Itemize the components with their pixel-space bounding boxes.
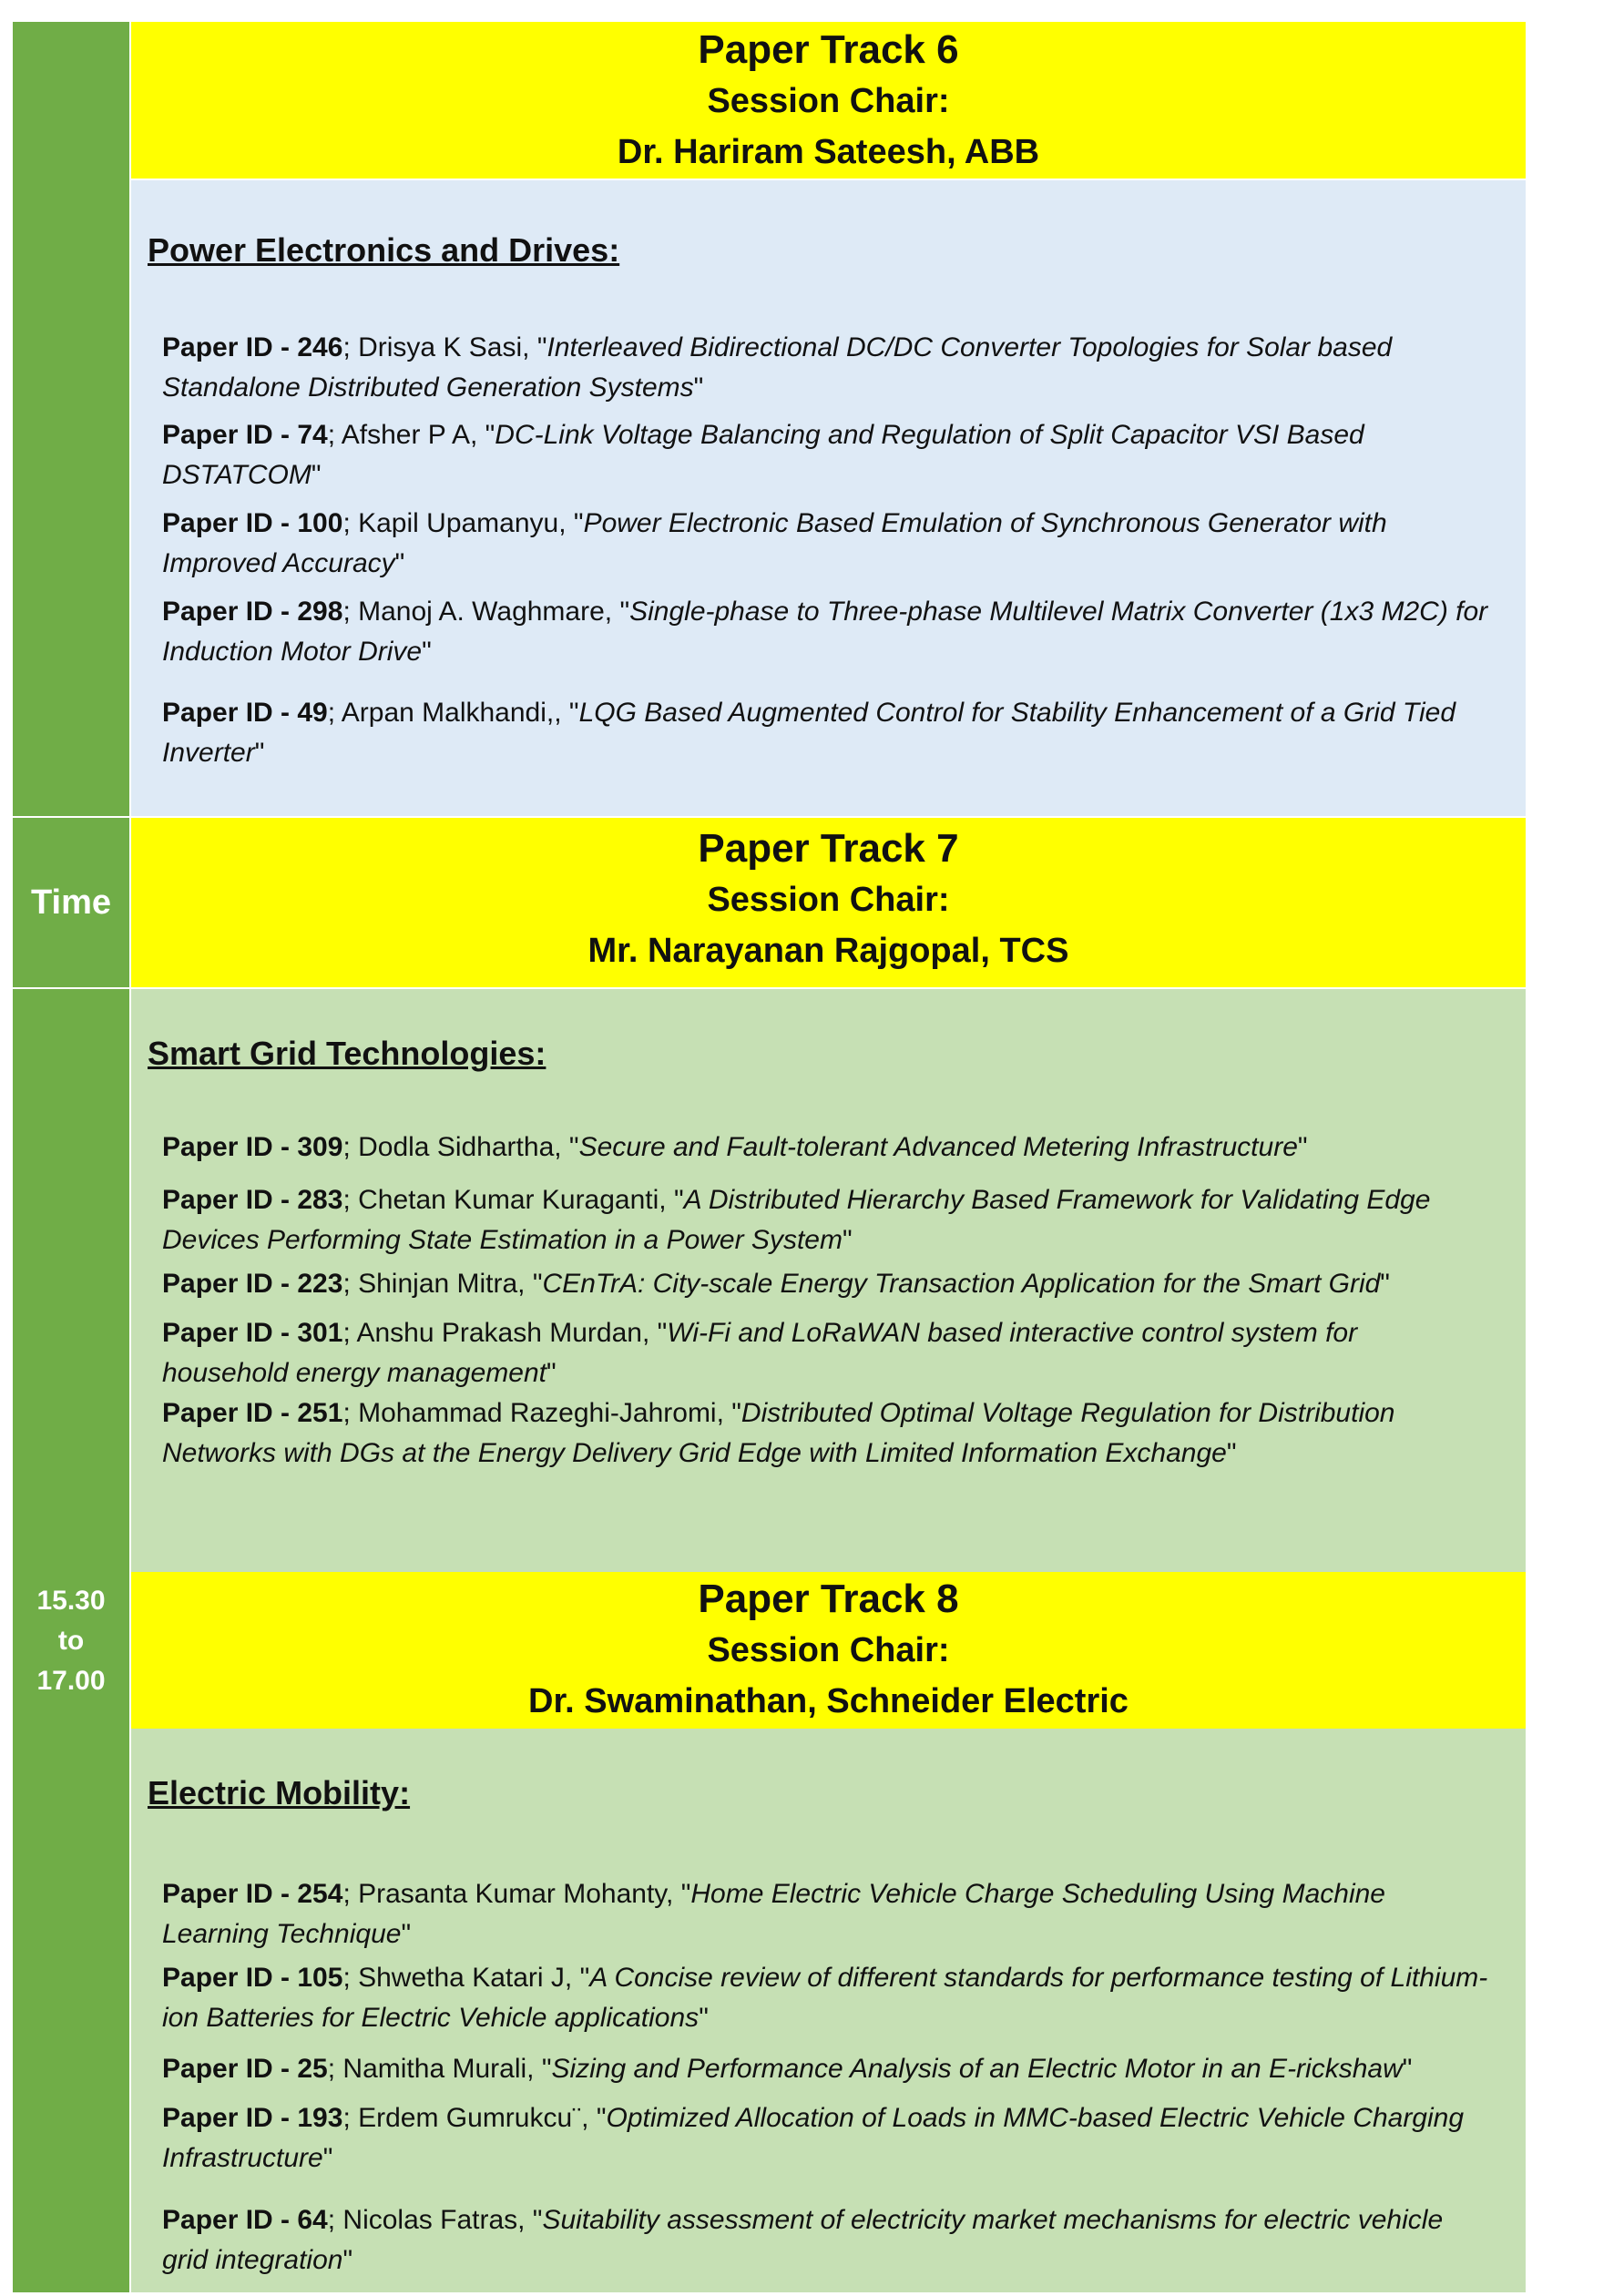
track-7-header (131, 818, 1526, 987)
paper-text: " (699, 2003, 709, 2033)
track-7-body (131, 989, 1526, 1572)
section-heading: Power Electronics and Drives: (148, 231, 620, 269)
time-start: 15.30 (36, 1585, 106, 1616)
paper-entry (162, 1393, 1489, 1474)
session-chair-label: Session Chair: (707, 1631, 950, 1669)
paper-title: A Distributed Hierarchy Based Framework for Validating Edge Devices Performing State Estimation in a Power System (162, 1185, 1431, 1255)
time-label: Time (30, 883, 111, 922)
paper-text: ; Anshu Prakash Murdan, " (342, 1318, 668, 1348)
paper-text: ; Dodla Sidhartha, " (342, 1132, 579, 1162)
paper-title: CEnTrA: City-scale Energy Transaction Application for the Smart Grid (542, 1269, 1381, 1299)
paper-entry (162, 1264, 1489, 1304)
section-heading: Smart Grid Technologies: (148, 1035, 546, 1072)
paper-title: Secure and Fault-tolerant Advanced Metering Infrastructure (578, 1132, 1298, 1162)
track-title: Paper Track 6 (698, 27, 959, 72)
paper-text: " (311, 460, 322, 490)
time-column-top (13, 22, 131, 816)
paper-text: ; Shinjan Mitra, " (342, 1269, 543, 1299)
track-8-body (131, 1729, 1526, 2292)
paper-text: ; Chetan Kumar Kuraganti, " (342, 1185, 684, 1215)
paper-entry (162, 1313, 1489, 1393)
paper-text: ; Erdem Gumrukcu¨, " (342, 2103, 607, 2133)
section-heading: Electric Mobility: (148, 1774, 411, 1811)
paper-id: Paper ID - 105 (162, 1963, 343, 1993)
track-8-header (131, 1572, 1526, 1729)
paper-id: Paper ID - 254 (162, 1879, 343, 1909)
track-title: Paper Track 7 (698, 826, 959, 871)
paper-text: " (1402, 2054, 1413, 2084)
paper-entry (162, 2049, 1489, 2089)
track-6-body (131, 180, 1526, 816)
paper-text: ; Nicolas Fatras, " (327, 2205, 543, 2235)
paper-text: " (1380, 1269, 1390, 1299)
paper-entry (162, 693, 1489, 773)
paper-entry (162, 328, 1489, 408)
paper-text: " (1297, 1132, 1308, 1162)
session-chair-name: Mr. Narayanan Rajgopal, TCS (587, 932, 1069, 970)
paper-text: " (1226, 1438, 1237, 1468)
paper-text: " (342, 2245, 353, 2275)
paper-title: Interleaved Bidirectional DC/DC Converter Topologies for Solar based Standalone Distributed Generation Systems (162, 332, 1393, 403)
paper-title: Power Electronic Based Emulation of Synchronous Generator with Improved Accuracy (162, 508, 1387, 578)
paper-entry (162, 592, 1489, 672)
paper-id: Paper ID - 25 (162, 2054, 328, 2084)
paper-text: " (401, 1919, 412, 1949)
paper-id: Paper ID - 251 (162, 1398, 343, 1428)
time-range-cell (13, 989, 131, 2292)
time-header (13, 818, 131, 987)
paper-entry (162, 1958, 1489, 2038)
paper-title: Distributed Optimal Voltage Regulation for Distribution Networks with DGs at the Energy Delivery Grid Edge with Limited Information Exchange (162, 1398, 1395, 1468)
time-end: 17.00 (36, 1665, 106, 1696)
paper-title: Optimized Allocation of Loads in MMC-based Electric Vehicle Charging Infrastructure (162, 2103, 1465, 2173)
paper-text: " (394, 548, 405, 578)
time-range (36, 1581, 105, 1701)
paper-entry (162, 1874, 1489, 1954)
paper-text: " (254, 738, 265, 768)
paper-entry (162, 1180, 1489, 1260)
paper-text: " (422, 637, 432, 667)
paper-id: Paper ID - 298 (162, 597, 343, 627)
paper-text: " (546, 1358, 557, 1388)
track-title: Paper Track 8 (698, 1577, 959, 1621)
paper-text: " (842, 1225, 853, 1255)
paper-text: ; Afsher P A, " (327, 420, 495, 450)
paper-id: Paper ID - 301 (162, 1318, 343, 1348)
row-divider (131, 816, 1526, 818)
paper-id: Paper ID - 49 (162, 698, 328, 728)
session-chair-name: Dr. Swaminathan, Schneider Electric (528, 1682, 1129, 1720)
paper-id: Paper ID - 74 (162, 420, 328, 450)
paper-text: ; Prasanta Kumar Mohanty, " (342, 1879, 691, 1909)
paper-id: Paper ID - 223 (162, 1269, 343, 1299)
paper-title: A Concise review of different standards for performance testing of Lithium-ion Batteries for Electric Vehicle applications (162, 1963, 1488, 2033)
paper-title: Suitability assessment of electricity market mechanisms for electric vehicle grid integration (162, 2205, 1444, 2275)
paper-text: ; Drisya K Sasi, " (342, 332, 547, 362)
paper-id: Paper ID - 64 (162, 2205, 328, 2235)
paper-text: ; Arpan Malkhandi,, " (327, 698, 579, 728)
row-divider (131, 179, 1526, 180)
paper-id: Paper ID - 193 (162, 2103, 343, 2133)
paper-title: Sizing and Performance Analysis of an Electric Motor in an E-rickshaw (551, 2054, 1403, 2084)
session-chair-name: Dr. Hariram Sateesh, ABB (617, 133, 1040, 171)
paper-entry (162, 1128, 1489, 1168)
paper-title: Single-phase to Three-phase Multilevel Matrix Converter (1x3 M2C) for Induction Motor Drive (162, 597, 1488, 667)
paper-entry (162, 2200, 1489, 2281)
time-to: to (57, 1625, 85, 1656)
paper-title: LQG Based Augmented Control for Stability Enhancement of a Grid Tied Inverter (162, 698, 1456, 768)
paper-text: ; Mohammad Razeghi-Jahromi, " (342, 1398, 741, 1428)
paper-text: " (693, 372, 704, 403)
paper-id: Paper ID - 309 (162, 1132, 343, 1162)
paper-title: Wi-Fi and LoRaWAN based interactive control system for household energy management (162, 1318, 1358, 1388)
paper-text: ; Shwetha Katari J, " (342, 1963, 590, 1993)
row-divider (131, 987, 1526, 989)
paper-entry (162, 2098, 1489, 2179)
paper-entry (162, 504, 1489, 584)
session-chair-label: Session Chair: (707, 881, 950, 919)
paper-title: Home Electric Vehicle Charge Scheduling Using Machine Learning Technique (162, 1879, 1385, 1949)
session-chair-label: Session Chair: (707, 82, 950, 120)
paper-entry (162, 415, 1489, 495)
paper-text: ; Manoj A. Waghmare, " (342, 597, 630, 627)
paper-title: DC-Link Voltage Balancing and Regulation of Split Capacitor VSI Based DSTATCOM (162, 420, 1364, 490)
paper-text: " (322, 2143, 333, 2173)
paper-text: ; Kapil Upamanyu, " (342, 508, 584, 538)
paper-id: Paper ID - 283 (162, 1185, 343, 1215)
track-6-header (131, 22, 1526, 179)
paper-text: ; Namitha Murali, " (327, 2054, 552, 2084)
paper-id: Paper ID - 246 (162, 332, 343, 362)
paper-id: Paper ID - 100 (162, 508, 343, 538)
